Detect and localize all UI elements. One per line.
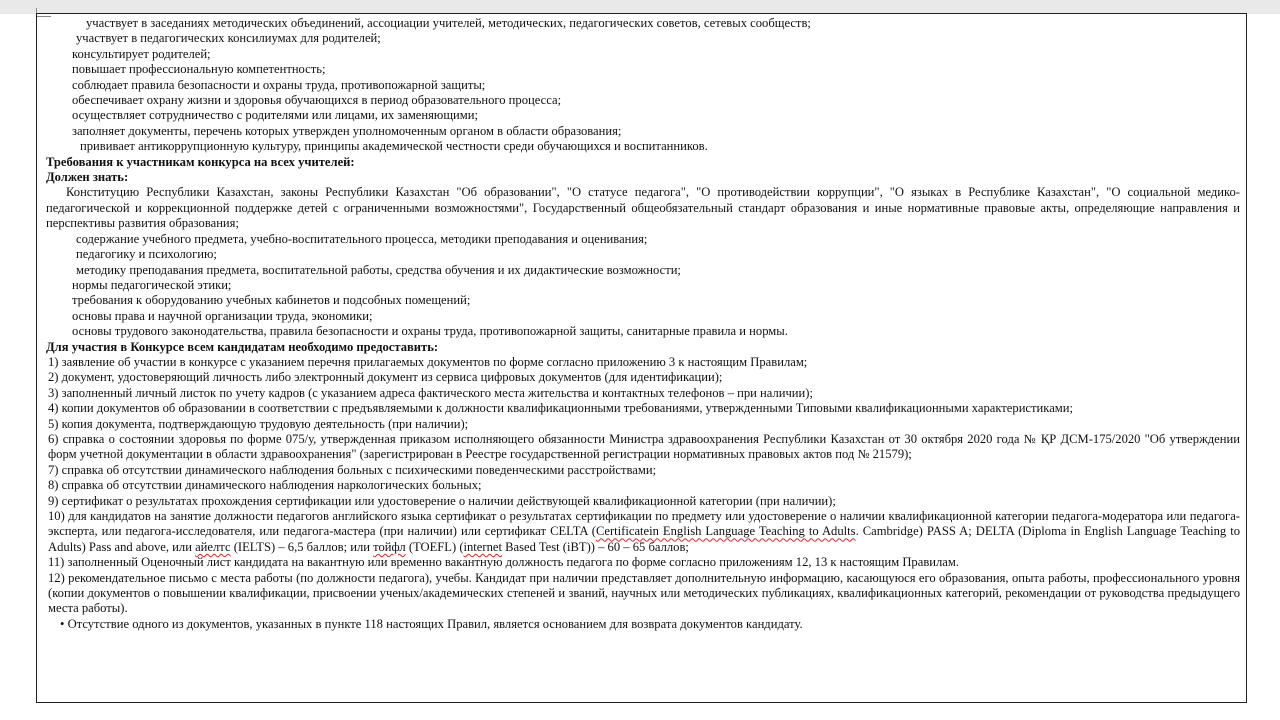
duty-item: соблюдает правила безопасности и охраны труда, противопожарной защиты; <box>72 77 486 92</box>
document-item: 4) копии документов об образовании в соответствии с предъявляемыми к должности квалификационными требованиями, утвержденными Типовыми квалификационными характеристиками; <box>48 401 1073 416</box>
duty-item: консультирует родителей; <box>72 46 211 61</box>
document-item: 1) заявление об участии в конкурсе с указанием перечня прилагаемых документов по форме согласно приложению 3 к настоящим Правилам; <box>48 354 808 369</box>
doc10-text: Based Test (iBT)) – 60 – 65 баллов; <box>501 539 689 554</box>
must-know-item: педагогику и психологию; <box>76 247 217 262</box>
spell-error-internet[interactable]: internet <box>463 539 502 554</box>
duty-item: участвует в педагогических консилиумах для родителей; <box>76 31 381 46</box>
document-item: 8) справка об отсутствии динамического наблюдения наркологических больных; <box>48 478 482 493</box>
must-know-item: методику преподавания предмета, воспитательной работы, средства обучения и их дидактические возможности; <box>76 262 681 277</box>
doc10-text: (IELTS) – 6,5 баллов; или <box>230 539 374 554</box>
spell-error-celta[interactable]: Certificatein English Language Teaching to Adults <box>595 524 856 539</box>
document-item-12: 12) рекомендательное письмо с места работы (по должности педагога), учебы. Кандидат при наличии представляет дополнительную информацию, касающуюся его образования, опыта работы, профессионального уровня (копии документов о повышении квалификации, присвоении ученых/академических степеней и званий, научных или методических публикациях, квалификационных категорий, рекомендации от руководства предыдущего места работы). <box>48 570 1240 616</box>
document-frame <box>36 13 1247 703</box>
document-item: 9) сертификат о результатах прохождения сертификации или удостоверение о наличии действующей квалификационной категории (при наличии); <box>48 493 836 508</box>
spell-error-ielts[interactable]: айелтс <box>195 539 231 554</box>
must-know-item: требования к оборудованию учебных кабинетов и подсобных помещений; <box>72 293 471 308</box>
doc10-text: . Cambridge) PASS A; DELTA (Diploma in English Language Teaching to Adults) Pass and above, или <box>48 524 1240 554</box>
must-know-item: нормы педагогической этики; <box>72 277 232 292</box>
duty-item: обеспечивает охрану жизни и здоровья обучающихся в период образовательного процесса; <box>72 93 562 108</box>
bullet-icon: • <box>60 616 65 631</box>
document-item: 3) заполненный личный листок по учету кадров (с указанием адреса фактического места жительства и контактных телефонов – при наличии); <box>48 385 813 400</box>
document-item: 6) справка о состоянии здоровья по форме 075/у, утвержденная приказом исполняющего обязанности Министра здравоохранения Республики Казахстан от 30 октября 2020 года № ҚР ДСМ-175/2020 "Об утверждении форм учетной документации в области здравоохранения" (зарегистрирован в Реестре государственной регистрации нормативных правовых актов под № 21579); <box>48 431 1240 462</box>
closing-note <box>46 617 1240 632</box>
must-know-paragraph: Конституцию Республики Казахстан, законы Республики Казахстан "Об образовании", "О статусе педагога", "О противодействии коррупции", "О языках в Республике Казахстан", "О социальной медико-педагогической и коррекционной поддержке детей с ограниченными возможностями", Государственный общеобязательный стандарт образования и иные нормативные правовые акты, определяющие направления и перспективы развития образования; <box>46 185 1240 231</box>
duty-item: повышает профессиональную компетентность; <box>72 62 326 77</box>
must-know-heading: Должен знать: <box>46 170 129 185</box>
spell-error-toefl[interactable]: тойфл <box>373 539 406 554</box>
duty-item: осуществляет сотрудничество с родителями или лицами, их заменяющими; <box>72 108 478 123</box>
doc10-text: 10) для кандидатов на занятие должности педагогов английского языка сертификат о результатах сертификации по предмету или удостоверение о наличии квалификационной категории педагога-модератора или педагога-эксперта, или педагога-исследователя, или педагога-мастера (при наличии) или сертификат CELTA ( <box>48 509 1240 539</box>
doc10-text: (TOEFL) ( <box>405 539 464 554</box>
duty-item: прививает антикоррупционную культуру, принципы академической честности среди обучающихся и воспитанников. <box>80 139 708 154</box>
duty-item: участвует в заседаниях методических объединений, ассоциации учителей, методических, педагогических советов, сетевых сообществ; <box>86 16 811 30</box>
document-item: 2) документ, удостоверяющий личность либо электронный документ из сервиса цифровых документов (для идентификации); <box>48 370 723 385</box>
closing-note-text: Отсутствие одного из документов, указанных в пункте 118 настоящих Правил, является основанием для возврата документов кандидату. <box>67 616 803 631</box>
document-item: 7) справка об отсутствии динамического наблюдения больных с психическими поведенческими расстройствами; <box>48 462 657 477</box>
must-know-item: основы трудового законодательства, правила безопасности и охраны труда, противопожарной защиты, санитарные правила и нормы. <box>72 324 788 339</box>
top-toolbar-strip <box>0 0 1280 14</box>
document-item-11: 11) заполненный Оценочный лист кандидата на вакантную или временно вакантную должность педагога по форме согласно приложениям 12, 13 к настоящим Правилам. <box>48 555 959 570</box>
requirements-heading: Требования к участникам конкурса на всех учителей: <box>46 154 355 169</box>
duty-item: заполняет документы, перечень которых утвержден уполномоченным органом в области образования; <box>72 123 622 138</box>
must-know-item: содержание учебного предмета, учебно-воспитательного процесса, методики преподавания и оценивания; <box>76 231 648 246</box>
participation-heading: Для участия в Конкурсе всем кандидатам необходимо предоставить: <box>46 339 439 354</box>
document-item-10 <box>46 509 1240 555</box>
document-item: 5) копия документа, подтверждающую трудовую деятельность (при наличии); <box>48 416 469 431</box>
must-know-item: основы права и научной организации труда, экономики; <box>72 308 373 323</box>
